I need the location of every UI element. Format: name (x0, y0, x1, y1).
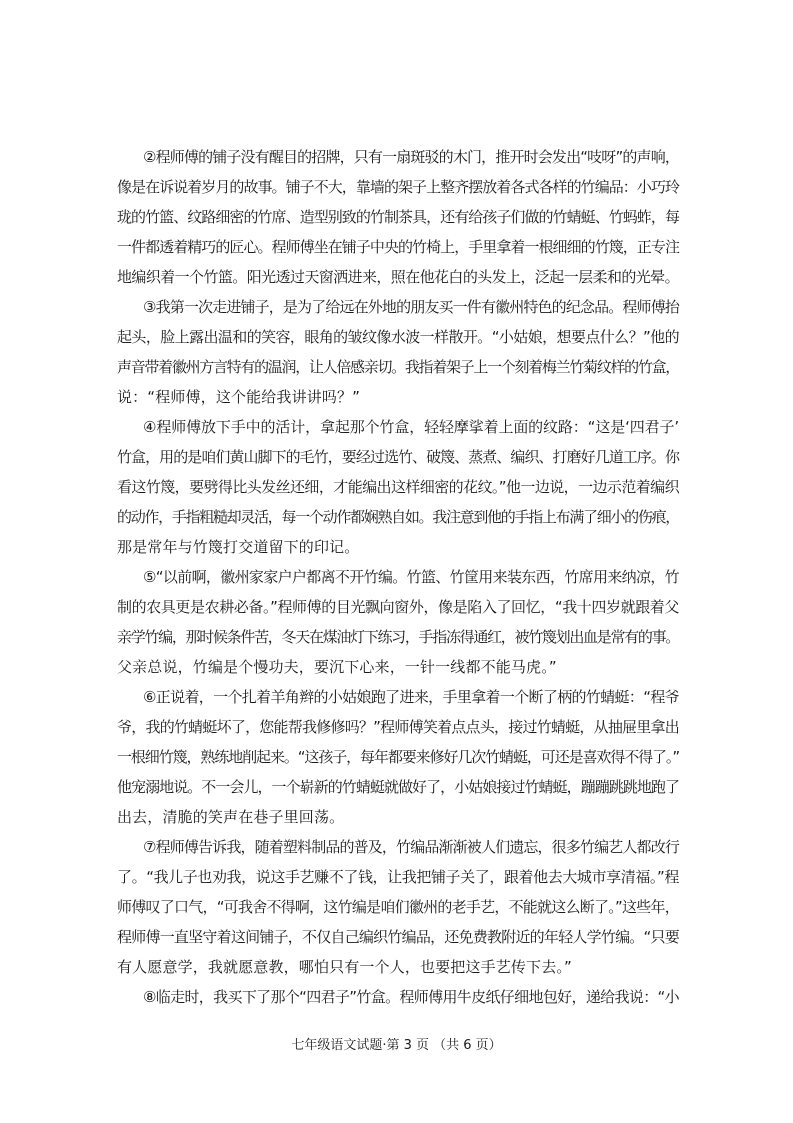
text-line: ⑥正说着，一个扎着羊角辫的小姑娘跑了进来，手里拿着一个断了柄的竹蜻蜓：“程爷 (143, 688, 680, 706)
text-line: 起头，脸上露出温和的笑容，眼角的皱纹像水波一样散开。“小姑娘，想要点什么？”他的 (117, 328, 679, 346)
text-line: 师傅叹了口气，“可我舍不得啊，这竹编是咱们徽州的老手艺，不能就这么断了。”这些年， (117, 898, 679, 916)
text-line: 亲学竹编，那时候条件苦，冬天在煤油灯下练习，手指冻得通红，被竹篾划出血是常有的事。 (117, 628, 679, 646)
text-line: 声音带着徽州方言特有的温润，让人倍感亲切。我指着架子上一个刻着梅兰竹菊纹样的竹盒， (117, 358, 679, 376)
text-line: 地编织着一个竹篮。阳光透过天窗洒进来，照在他花白的头发上，泛起一层柔和的光晕。 (117, 268, 679, 286)
text-line: ③我第一次走进铺子，是为了给远在外地的朋友买一件有徽州特色的纪念品。程师傅抬 (143, 298, 679, 316)
page-footer: 七年级语文试题·第 3 页 （共 6 页） (291, 1038, 502, 1053)
text-line: ⑧临走时，我买下了那个“四君子”竹盒。程师傅用牛皮纸仔细地包好，递给我说：“小 (143, 988, 679, 1006)
text-line: 程师傅一直坚守着这间铺子，不仅自己编织竹编品，还免费教附近的年轻人学竹编。“只要 (117, 928, 679, 946)
text-line: 父亲总说，竹编是个慢功夫，要沉下心来，一针一线都不能马虎。” (117, 658, 557, 676)
text-line: ⑦程师傅告诉我，随着塑料制品的普及，竹编品渐渐被人们遗忘，很多竹编艺人都改行 (143, 838, 679, 856)
text-line: 竹盒，用的是咱们黄山脚下的毛竹，要经过选竹、破篾、蒸煮、编织、打磨好几道工序。你 (117, 448, 679, 466)
text-line: 制的农具更是农耕必备。”程师傅的目光飘向窗外，像是陷入了回忆，“我十四岁就跟着父 (117, 598, 679, 616)
text-line: ⑤“以前啊，徽州家家户户都离不开竹编。竹篮、竹筐用来装东西，竹席用来纳凉，竹 (143, 568, 680, 586)
text-line: 了。“我儿子也劝我，说这手艺赚不了钱，让我把铺子关了，跟着他去大城市享清福。”程 (117, 868, 679, 886)
text-line: 说：“程师傅，这个能给我讲讲吗？” (117, 388, 361, 406)
text-line: 那是常年与竹篾打交道留下的印记。 (117, 538, 360, 556)
text-line: 一件都透着精巧的匠心。程师傅坐在铺子中央的竹椅上，手里拿着一根细细的竹篾，正专注 (117, 238, 679, 256)
text-line: 珑的竹篮、纹路细密的竹席、造型别致的竹制茶具，还有给孩子们做的竹蜻蜓、竹蚂蚱，每 (117, 208, 679, 226)
text-line: 像是在诉说着岁月的故事。铺子不大，靠墙的架子上整齐摆放着各式各样的竹编品：小巧玲 (117, 178, 679, 196)
text-line: 爷，我的竹蜻蜓坏了，您能帮我修修吗？”程师傅笑着点点头，接过竹蜻蜓，从抽屉里拿出 (117, 718, 679, 736)
text-line: 看这竹篾，要劈得比头发丝还细，才能编出这样细密的花纹。”他一边说，一边示范着编织 (117, 478, 679, 496)
text-line: 的动作，手指粗糙却灵活，每一个动作都娴熟自如。我注意到他的手指上布满了细小的伤痕， (117, 508, 679, 526)
text-line: 有人愿意学，我就愿意教，哪怕只有一个人，也要把这手艺传下去。” (117, 958, 572, 976)
text-line: ④程师傅放下手中的活计，拿起那个竹盒，轻轻摩挲着上面的纹路：“这是‘四君子’ (143, 418, 679, 436)
text-line: 出去，清脆的笑声在巷子里回荡。 (117, 808, 345, 826)
text-line: 他宠溺地说。不一会儿，一个崭新的竹蜻蜓就做好了，小姑娘接过竹蜻蜓，蹦蹦跳跳地跑了 (117, 778, 679, 796)
text-line: 一根细竹篾，熟练地削起来。“这孩子，每年都要来修好几次竹蜻蜓，可还是喜欢得不得了。” (117, 748, 679, 766)
text-line: ②程师傅的铺子没有醒目的招牌，只有一扇斑驳的木门，推开时会发出“吱呀”的声响， (143, 148, 679, 166)
